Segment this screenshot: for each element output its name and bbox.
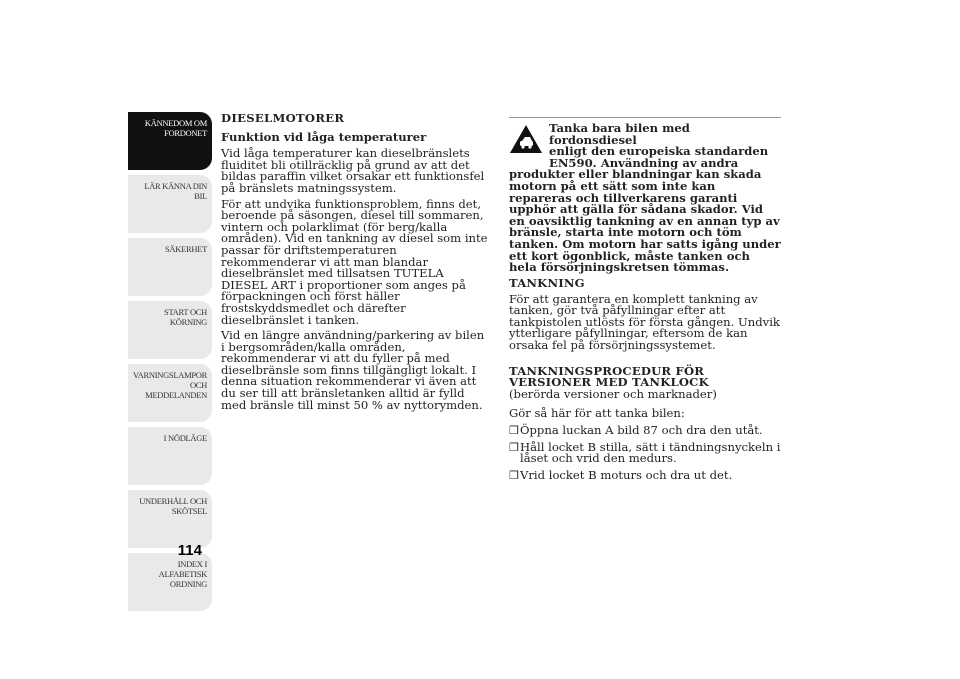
tab-label: KÄNNEDOM OM bbox=[144, 118, 207, 128]
section-heading: DIESELMOTORER bbox=[221, 111, 345, 125]
tab-i-nodlage[interactable] bbox=[128, 427, 212, 485]
tab-label: VARNINGSLAMPOR bbox=[132, 370, 207, 380]
tab-label: LÄR KÄNNA DIN bbox=[144, 181, 207, 191]
body-paragraph: Vid en längre användning/parkering av bilen i bergsområden/kalla områden, rekommenderar vi att du fyller på med dieselbränsle som finns tillgängligt lokalt. I denna situation rekommenderar vi även att du ser till att bränsletanken alltid är fylld med bränsle till minst 50 % av nyttorymden. bbox=[221, 328, 485, 412]
checkbox-bullet-icon: ❒ bbox=[509, 423, 519, 437]
tab-label: ORDNING bbox=[169, 579, 207, 589]
procedure-note: (berörda versioner och marknader) bbox=[509, 386, 717, 401]
dieselmotorer-section bbox=[221, 113, 491, 415]
step-text: Håll locket B stilla, sätt i tändningsnyckeln i låset och vrid den medurs. bbox=[520, 439, 781, 466]
list-item bbox=[509, 439, 781, 466]
body-paragraph: Vid låga temperaturer kan dieselbränslets fluiditet bli otillräcklig på grund av att det bildas paraffin vilket orsakar ett funktionsfel på bränslets matningssystem. bbox=[221, 146, 485, 195]
step-text: Öppna luckan A bild 87 och dra den utåt. bbox=[520, 422, 763, 437]
warning-line: enligt den europeiska standarden bbox=[549, 144, 769, 159]
chapter-sidebar bbox=[128, 112, 212, 616]
step-text: Vrid locket B moturs och dra ut det. bbox=[520, 467, 733, 482]
tab-label: SKÖTSEL bbox=[171, 506, 207, 516]
tankning-heading: TANKNING bbox=[509, 276, 585, 290]
tab-label: OCH bbox=[189, 380, 207, 390]
tab-label: UNDERHÅLL OCH bbox=[139, 496, 207, 506]
section-subheading: Funktion vid låga temperaturer bbox=[221, 129, 427, 144]
warning-text: produkter eller blandningar kan skada motorn på ett sätt som inte kan repareras och tillverkarens garanti upphör att gälla för sådana skador. Vid en oavsiktlig tankning av en annan typ av bränsle, starta inte motorn och töm tanken. Om motorn har satts igång under ett kort ögonblick, måste tanken och hela försörjningskretsen tömmas. bbox=[509, 167, 781, 275]
tab-label: SÄKERHET bbox=[165, 244, 207, 254]
tab-varningslampor-och-meddelanden[interactable] bbox=[128, 364, 212, 422]
tab-sakerhet[interactable] bbox=[128, 238, 212, 296]
tab-kannedom-om-fordonet[interactable] bbox=[128, 112, 212, 170]
checkbox-bullet-icon: ❒ bbox=[509, 440, 519, 454]
page-number: 114 bbox=[177, 542, 202, 559]
checkbox-bullet-icon: ❒ bbox=[509, 468, 519, 482]
procedure-heading: TANKNINGSPROCEDUR FÖR VERSIONER MED TANKLOCK bbox=[509, 363, 709, 390]
body-paragraph: För att undvika funktionsproblem, finns det, beroende på säsongen, diesel till sommaren, vintern och polarklimat (för berg/kalla områden). Vid en tankning av diesel som inte passar för driftstemperaturen rekommenderar vi att man blandar dieselbränslet med tillsatsen TUTELA DIESEL ART i proportioner som anges på förpackningen och först häller frostskyddsmedlet och därefter dieselbränslet i tanken. bbox=[221, 196, 488, 327]
warning-divider bbox=[509, 117, 781, 118]
tab-label: START OCH bbox=[164, 307, 207, 317]
tab-label: MEDDELANDEN bbox=[145, 390, 207, 400]
tab-label: I NÖDLÄGE bbox=[163, 433, 207, 443]
tab-label: KÖRNING bbox=[169, 317, 207, 327]
tankning-paragraph: För att garantera en komplett tankning av tanken, gör två påfyllningar efter att tankpistolen utlösts för första gången. Undvik ytterligare påfyllningar, eftersom de kan orsaka fel på försörjningssystemet. bbox=[509, 291, 780, 352]
tankning-section bbox=[509, 278, 781, 481]
warning-box bbox=[509, 123, 781, 274]
warning-line: EN590. Användning av andra bbox=[549, 155, 739, 170]
tab-label: INDEX I bbox=[177, 559, 207, 569]
list-item bbox=[509, 422, 781, 437]
tab-start-och-korning[interactable] bbox=[128, 301, 212, 359]
procedure-intro: Gör så här för att tanka bilen: bbox=[509, 406, 685, 421]
tab-label: FORDONET bbox=[164, 128, 207, 138]
tab-index-i-alfabetisk-ordning[interactable] bbox=[128, 553, 212, 611]
tab-lar-kanna-din-bil[interactable] bbox=[128, 175, 212, 233]
tab-label: BIL bbox=[194, 191, 207, 201]
list-item bbox=[509, 467, 781, 482]
tab-underhall-och-skotsel[interactable] bbox=[128, 490, 212, 548]
tab-label: ALFABETISK bbox=[158, 569, 207, 579]
warning-line: Tanka bara bilen med fordonsdiesel bbox=[549, 121, 690, 147]
